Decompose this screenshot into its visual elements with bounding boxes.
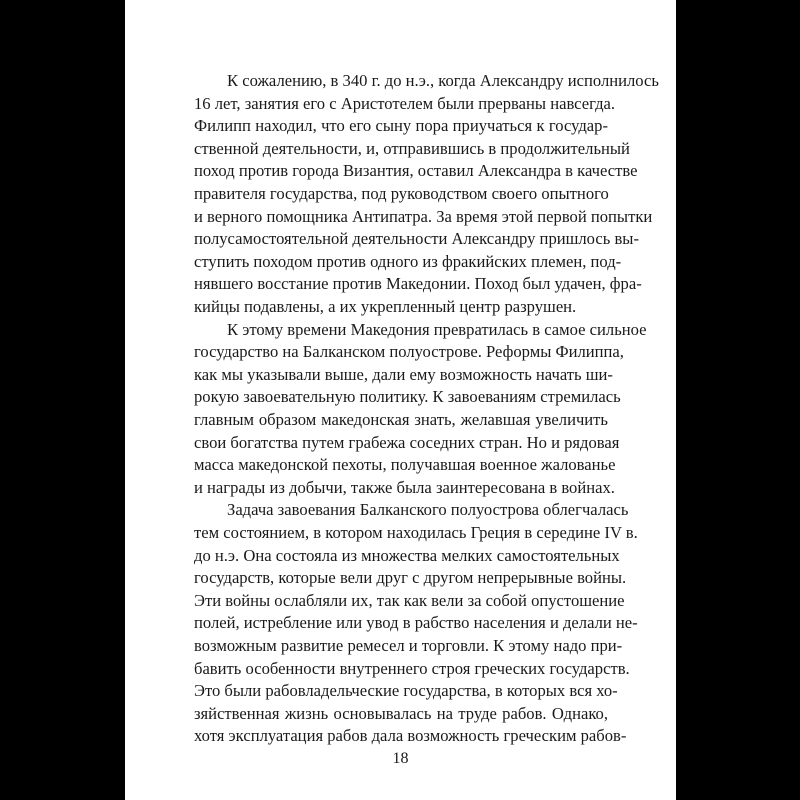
text-line: тем состоянием, в котором находилась Греция в середине IV в. [194, 523, 638, 542]
text-line: возможным развитие ремесел и торговли. К этому надо при- [194, 636, 623, 655]
text-line: Это были рабовладельческие государства, в которых вся хо- [194, 681, 618, 701]
text-line: поход против города Византия, оставил Александра в качестве [194, 161, 638, 181]
text-line: нявшего восстание против Македонии. Поход был удачен, фра- [194, 274, 642, 294]
text-line: К сожалению, в 340 г. до н.э., когда Александру исполнилось [227, 71, 659, 90]
text-line: К этому времени Македония превратилась в самое сильное [227, 319, 647, 339]
text-line: масса македонской пехоты, получавшая военное жалованье [194, 455, 616, 475]
text-line: до н.э. Она состояла из множества мелких самостоятельных [194, 545, 620, 565]
text-line: Филипп находил, что его сыну пора приучаться к государ- [194, 116, 608, 136]
text-line: государств, которые вели друг с другом непрерывные войны. [194, 568, 627, 588]
left-black-border [0, 0, 125, 800]
text-line: Эти войны ослабляли их, так как вели за собой опустошение [194, 590, 625, 610]
text-line: правителя государства, под руководством своего опытного [194, 184, 609, 203]
text-line: полей, истребление или увод в рабство населения и делали не- [194, 613, 638, 633]
text-line: ступить походом против одного из фракийских племен, под- [194, 251, 622, 271]
text-line: ственной деятельности, и, отправившись в продолжительный [194, 138, 630, 158]
text-line: и верного помощника Антипатра. За время этой первой попытки [194, 206, 653, 226]
text-line: и награды из добычи, также была заинтересована в войнах. [194, 477, 615, 497]
book-page [125, 0, 676, 800]
text-line: зяйственная жизнь основывалась на труде рабов. Однако, [194, 703, 608, 723]
text-line: рокую завоевательную политику. К завоеваниям стремилась [194, 387, 621, 407]
text-line: государство на Балканском полуострове. Реформы Филиппа, [194, 342, 624, 362]
right-black-border [676, 0, 800, 800]
page-number: 18 [392, 750, 409, 767]
text-line: как мы указывали выше, дали ему возможность начать ши- [194, 364, 613, 384]
text-line: главным образом македонская знать, желавшая увеличить [194, 410, 608, 429]
text-line: 16 лет, занятия его с Аристотелем были прерваны навсегда. [194, 93, 616, 113]
text-line: свои богатства путем грабежа соседних стран. Но и рядовая [194, 432, 620, 452]
text-line: полусамостоятельной деятельности Александру пришлось вы- [194, 229, 639, 249]
text-line: хотя эксплуатация рабов дала возможность греческим рабов- [194, 726, 627, 746]
text-line: кийцы подавлены, а их укрепленный центр разрушен. [194, 297, 577, 316]
text-line: Задача завоевания Балканского полуострова облегчалась [227, 500, 629, 520]
text-line: бавить особенности внутреннего строя греческих государств. [194, 658, 630, 678]
